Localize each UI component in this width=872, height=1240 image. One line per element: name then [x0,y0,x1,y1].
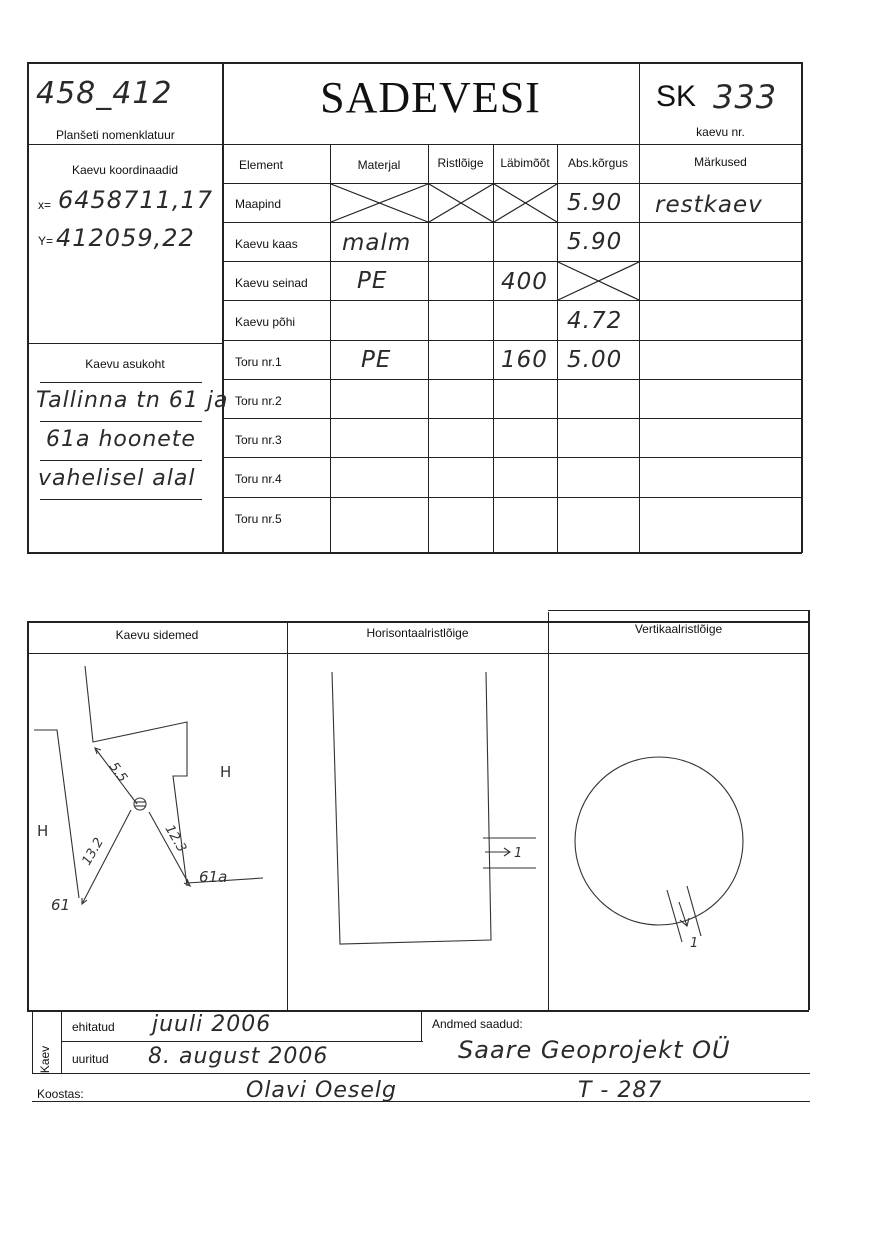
location-line-1: Tallinna tn 61 ja [36,388,229,413]
cell-markused: restkaev [655,192,763,218]
row-label: Toru nr.4 [235,472,282,486]
document-number: T - 287 [578,1078,663,1103]
row-label: Toru nr.1 [235,355,282,369]
header-labimoot: Läbimõõt [500,156,550,170]
row-label: Kaevu põhi [235,315,296,329]
cell-korgus: 5.90 [567,190,623,216]
well-prefix: SK [656,80,697,113]
label-h-left: H [37,822,49,840]
row-label: Toru nr.5 [235,512,282,526]
vertical-section [549,654,808,1010]
panel-title-vertical: Vertikaalristlõige [634,622,723,636]
label-61: 61 [51,896,71,914]
header-korgus: Abs.kõrgus [567,156,629,170]
cell-korgus: 5.00 [567,347,623,373]
label-61a: 61a [199,868,228,886]
header-markused: Märkused [694,155,747,169]
data-source-value: Saare Geoprojekt OÜ [458,1036,731,1064]
footer-side-label: Kaev [38,1045,52,1074]
well-caption: kaevu nr. [696,125,745,139]
horizontal-section [288,654,548,1010]
cell-labimoot: 400 [501,269,548,295]
x-coordinate: 6458711,17 [58,186,214,214]
cell-materjal: PE [361,347,392,373]
dim-left-label: 13.2 [79,835,107,868]
row-label: Kaevu kaas [235,237,298,251]
row-label: Toru nr.2 [235,394,282,408]
dim-top-label: 5.5 [105,759,130,786]
coords-heading: Kaevu koordinaadid [71,163,179,177]
pipe-number-label: 1 [514,846,523,861]
row-label: Toru nr.3 [235,433,282,447]
data-source-label: Andmed saadud: [432,1017,523,1031]
surveyed-value: 8. august 2006 [148,1044,329,1069]
location-line-2: 61a hoonete [46,427,196,452]
header-ristloige: Ristlõige [437,156,484,170]
panel-title-connections: Kaevu sidemed [115,628,199,642]
location-line-3: vahelisel alal [38,466,196,491]
cell-materjal: malm [342,230,412,256]
sheet-number: 458_412 [36,76,173,111]
location-heading: Kaevu asukoht [85,357,165,371]
well-number: 333 [713,78,778,116]
y-coordinate: 412059,22 [56,224,195,252]
row-label: Kaevu seinad [235,276,308,290]
x-label: x= [38,198,52,212]
header-element: Element [238,158,284,172]
built-label: ehitatud [72,1020,115,1034]
dim-right-label: 12.3 [161,822,190,856]
row-label: Maapind [235,197,282,211]
cell-materjal: PE [357,268,388,294]
cell-labimoot: 160 [501,347,548,373]
location-sketch [27,654,287,1010]
compiled-label: Koostas: [37,1087,84,1101]
sheet-caption: Planšeti nomenklatuur [56,128,175,142]
pipe-number-label: 1 [690,936,699,951]
compiled-value: Olavi Oeselg [246,1078,397,1103]
cell-korgus: 5.90 [567,229,623,255]
cell-korgus: 4.72 [567,308,623,334]
header-materjal: Materjal [357,158,401,172]
y-label: Y= [38,234,54,248]
panel-title-horizontal: Horisontaalristlõige [366,626,469,640]
surveyed-label: uuritud [72,1052,109,1066]
label-h-right: H [220,763,232,781]
built-value: juuli 2006 [152,1012,272,1037]
page-title: SADEVESI [320,73,541,122]
